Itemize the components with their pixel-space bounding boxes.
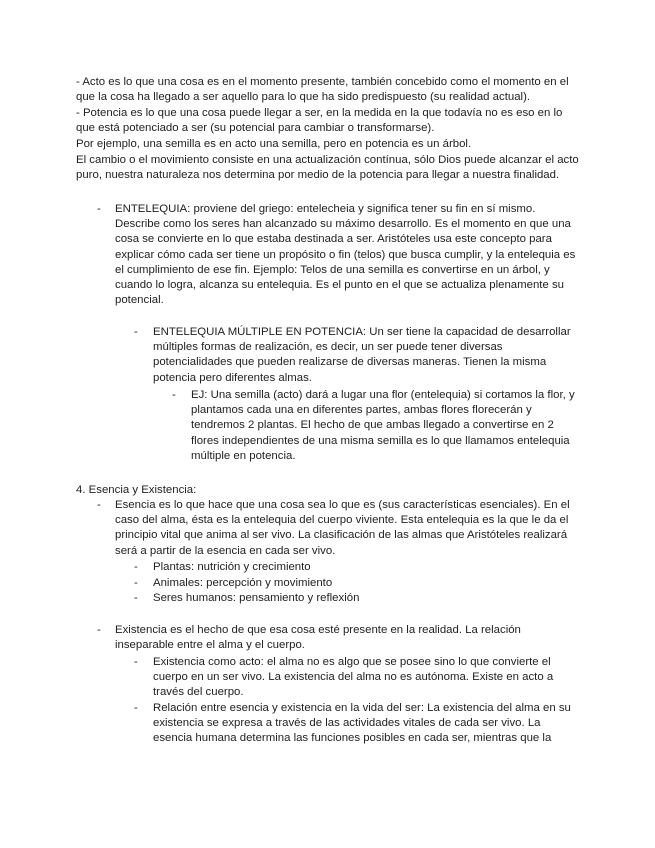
paragraph-acto: - Acto es lo que una cosa es en el momento presente, también concebido como el momento en el que la cosa ha llegado a ser aquello para lo que ha sido predispuesto (su realidad actual). <box>76 76 569 104</box>
paragraph-ejemplo: Por ejemplo, una semilla es en acto una semilla, pero en potencia es un árbol. <box>76 138 472 150</box>
bullet-dash: - <box>134 577 138 589</box>
list-item: Animales: percepción y movimiento <box>153 577 333 589</box>
list-item: Plantas: nutrición y crecimiento <box>153 561 311 573</box>
ej-text: EJ: Una semilla (acto) dará a lugar una flor (entelequia) si cortamos la flor, y plantamos cada una en diferentes partes, ambas flores florecerán y tendremos 2 plantas. El hecho de que ambas llegado a convertirse en 2 flores independientes de una misma semilla es lo que llamamos entelequia múltiple en potencia. <box>191 389 575 462</box>
esencia-text: Esencia es lo que hace que una cosa sea lo que es (sus características esenciales). En el caso del alma, ésta es la entelequia del cuerpo viviente. Esta entelequia es la que le da el principio vital que anima al ser vivo. La clasificación de las almas que Aristóteles realizará será a partir de la esencia en cada ser vivo. <box>115 499 570 557</box>
bullet-dash: - <box>134 592 138 604</box>
bullet-dash: - <box>172 389 176 401</box>
bullet-dash: - <box>97 624 101 636</box>
list-item: Existencia como acto: el alma no es algo que se posee sino lo que convierte el cuerpo en un ser vivo. La existencia del alma no es autónoma. Existe en acto a través del cuerpo. <box>153 656 554 699</box>
entelequia-text: ENTELEQUIA: proviene del griego: entelecheia y significa tener su fin en sí mismo. Describe como los seres han alcanzado su máximo desarrollo. Es el momento en que una cosa se convierte en lo que estaba destinada a ser. Aristóteles usa este concepto para explicar cómo cada ser tiene un propósito o fin (telos) que busca cumplir, y la entelequia es el cumplimiento de ese fin. Ejemplo: Telos de una semilla es convertirse en un árbol, y cuando lo logra, alcanza su entelequia. Es el punto en el que se actualiza plenamente su potencial. <box>115 203 576 307</box>
paragraph-cambio: El cambio o el movimiento consiste en una actualización contínua, sólo Dios puede alcanzar el acto puro, nuestra naturaleza nos determina por medio de la potencia para llegar a nuestra finalidad. <box>76 154 579 182</box>
bullet-dash: - <box>134 656 138 668</box>
existencia-text: Existencia es el hecho de que esa cosa esté presente en la realidad. La relación inseparable entre el alma y el cuerpo. <box>115 624 521 652</box>
bullet-dash: - <box>97 499 101 511</box>
bullet-dash: - <box>134 702 138 714</box>
paragraph-potencia: - Potencia es lo que una cosa puede llegar a ser, en la medida en la que todavía no es eso en lo que está potenciado a ser (su potencial para cambiar o transformarse). <box>76 107 563 135</box>
list-item: Seres humanos: pensamiento y reflexión <box>153 592 360 604</box>
list-item: Relación entre esencia y existencia en la vida del ser: La existencia del alma en su existencia se expresa a través de las actividades vitales de cada ser vivo. La esencia humana determina las funciones posibles en cada ser, mientras que la <box>153 702 571 745</box>
entelequia-multiple-text: ENTELEQUIA MÚLTIPLE EN POTENCIA: Un ser tiene la capacidad de desarrollar múltiples formas de realización, es decir, un ser puede tener diversas potencialidades que pueden realizarse de diversas maneras. Tienen la misma potencia pero diferentes almas. <box>153 326 571 384</box>
bullet-dash: - <box>134 561 138 573</box>
section-title: 4. Esencia y Existencia: <box>76 484 197 496</box>
bullet-dash: - <box>134 326 138 338</box>
bullet-dash: - <box>97 203 101 215</box>
